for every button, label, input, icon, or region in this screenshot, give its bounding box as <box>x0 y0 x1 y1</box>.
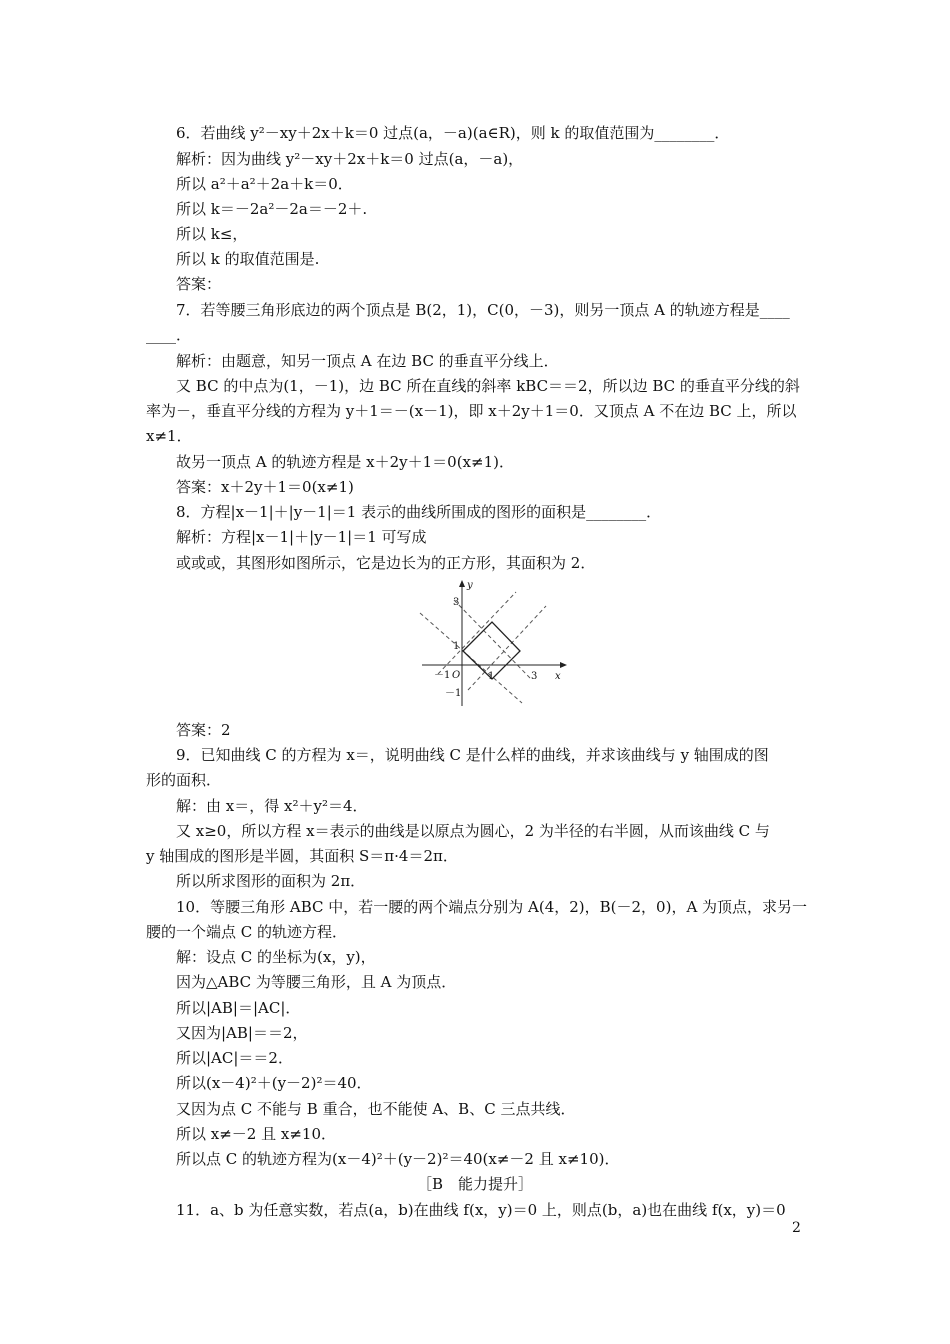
q7-question-cont: ____． <box>146 326 192 344</box>
q10-solution-line: 所以 x≠－2 且 x≠10． <box>176 1125 336 1143</box>
dashed-lines <box>420 592 546 703</box>
section-heading: ［B 能力提升］ <box>416 1175 534 1193</box>
q8-analysis-line: 或或或，其图形如图所示，它是边长为的正方形，其面积为 2． <box>176 554 596 572</box>
q10-solution-line: 又因为|AB|＝＝2， <box>176 1024 308 1042</box>
y-tick-1-label: 1 <box>453 641 460 652</box>
q10-question-cont: 腰的一个端点 C 的轨迹方程． <box>146 923 348 941</box>
q9-solution-line: 又 x≥0，所以方程 x＝表示的曲线是以原点为圆心，2 为半径的右半圆，从而该曲线 C 与 <box>176 822 770 840</box>
q9-solution-line: 解：由 x＝，得 x²＋y²＝4． <box>176 797 368 815</box>
x-axis-arrow-icon <box>560 662 567 668</box>
q7-analysis-line: 解析：由题意，知另一顶点 A 在边 BC 的垂直平分线上． <box>176 352 559 370</box>
dashed-line <box>438 592 516 674</box>
q9-question: 9．已知曲线 C 的方程为 x＝，说明曲线 C 是什么样的曲线，并求该曲线与 y 轴围成的图 <box>176 746 769 764</box>
q9-solution-line: y 轴围成的图形是半圆，其面积 S＝π·4＝2π． <box>146 847 458 865</box>
q6-analysis-line: 所以 k＝－2a²－2a＝－2＋. <box>176 200 368 218</box>
x-axis-label: x <box>555 671 561 682</box>
x-tick-neg1-label: －1 <box>434 670 451 681</box>
q7-answer: 答案：x＋2y＋1＝0(x≠1) <box>176 478 354 496</box>
q10-solution-line: 又因为点 C 不能与 B 重合，也不能使 A、B、C 三点共线． <box>176 1100 576 1118</box>
x-tick-1-label: 1 <box>488 671 495 682</box>
q7-question: 7．若等腰三角形底边的两个顶点是 B(2，1)，C(0，－3)，则另一顶点 A 的轨迹方程是____ <box>176 301 790 319</box>
q10-solution-line: 所以(x－4)²＋(y－2)²＝40． <box>176 1074 372 1092</box>
y-tick-neg1-label: －1 <box>445 688 462 699</box>
q6-question: 6．若曲线 y²－xy＋2x＋k＝0 过点(a，－a)(a∈R)，则 k 的取值范围为________． <box>176 124 730 142</box>
q8-question: 8．方程|x－1|＋|y－1|＝1 表示的曲线所围成的图形的面积是________． <box>176 503 662 521</box>
square-graph-figure <box>418 578 568 708</box>
q10-solution-line: 因为△ABC 为等腰三角形，且 A 为顶点． <box>176 973 457 991</box>
y-axis-label: y <box>467 580 473 591</box>
q6-analysis-line: 所以 a²＋a²＋2a＋k＝0． <box>176 175 353 193</box>
q10-question: 10．等腰三角形 ABC 中，若一腰的两个端点分别为 A(4，2)，B(－2，0)，A 为顶点，求另一 <box>176 898 808 916</box>
q10-solution-line: 解：设点 C 的坐标为(x，y)， <box>176 948 376 966</box>
q8-analysis-line: 解析：方程|x－1|＋|y－1|＝1 可写成 <box>176 528 427 546</box>
q10-solution-line: 所以|AB|＝|AC|． <box>176 999 301 1017</box>
q11-question: 11．a、b 为任意实数，若点(a，b)在曲线 f(x，y)＝0 上，则点(b，a)也在曲线 f(x，y)＝0 <box>176 1201 786 1219</box>
q6-answer: 答案： <box>176 275 222 293</box>
q9-question-cont: 形的面积． <box>146 771 222 789</box>
q10-solution-line: 所以|AC|＝＝2． <box>176 1049 293 1067</box>
dashed-line <box>454 600 530 678</box>
origin-label: O <box>452 670 461 681</box>
q8-answer: 答案：2 <box>176 721 231 739</box>
y-axis-arrow-icon <box>459 580 465 587</box>
q6-analysis-line: 解析：因为曲线 y²－xy＋2x＋k＝0 过点(a，－a)， <box>176 150 524 168</box>
page-number: 2 <box>792 1220 801 1236</box>
q6-analysis-line: 所以 k≤， <box>176 225 248 243</box>
q10-solution-line: 所以点 C 的轨迹方程为(x－4)²＋(y－2)²＝40(x≠－2 且 x≠10)． <box>176 1150 620 1168</box>
q6-analysis-line: 所以 k 的取值范围是. <box>176 250 320 268</box>
q7-analysis-line: x≠1． <box>146 427 192 445</box>
y-tick-3-label: 3 <box>453 597 460 608</box>
q7-analysis-line: 率为－，垂直平分线的方程为 y＋1＝－(x－1)，即 x＋2y＋1＝0．又顶点 A 不在边 BC 上，所以 <box>146 402 797 420</box>
x-tick-3-label: 3 <box>531 671 538 682</box>
q9-solution-line: 所以所求图形的面积为 2π． <box>176 872 366 890</box>
q7-analysis-line: 又 BC 的中点为(1，－1)，边 BC 所在直线的斜率 kBC＝＝2，所以边 BC 的垂直平分线的斜 <box>176 377 800 395</box>
q7-analysis-line: 故另一顶点 A 的轨迹方程是 x＋2y＋1＝0(x≠1)． <box>176 453 514 471</box>
